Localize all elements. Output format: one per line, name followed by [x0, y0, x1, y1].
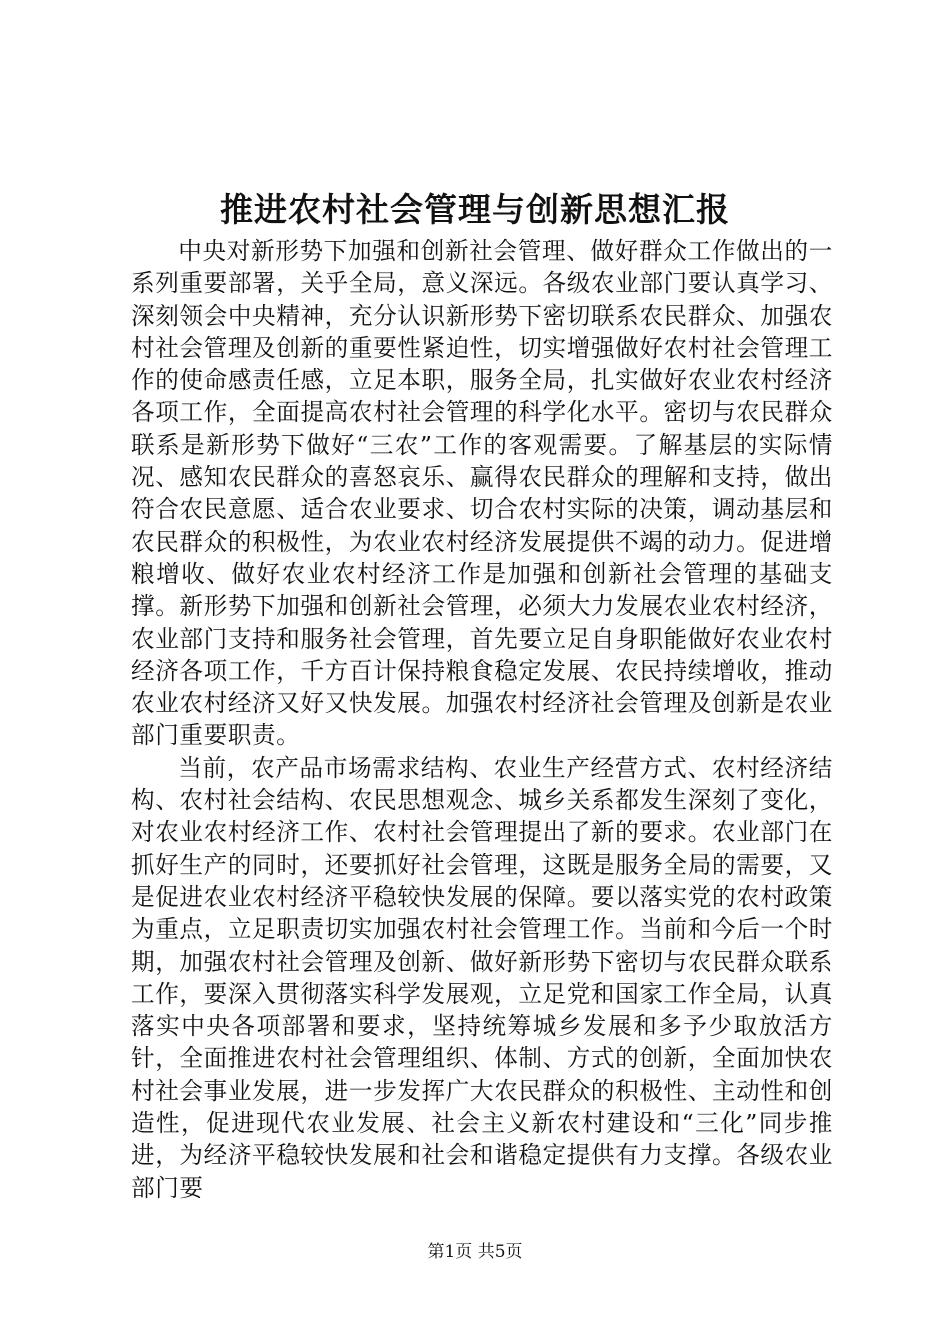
- page-number-footer: 第1页 共5页: [427, 1242, 523, 1262]
- document-body: [131, 235, 833, 1204]
- paragraph-2: 当前，农产品市场需求结构、农业生产经营方式、农村经济结构、农村社会结构、农民思想观念、城乡关系都发生深刻了变化，对农业农村经济工作、农村社会管理提出了新的要求。农业部门在抓好生产的同时，还要抓好社会管理，这既是服务全局的需要，又是促进农业农村经济平稳较快发展的保障。要以落实党的农村政策为重点，立足职责切实加强农村社会管理工作。当前和今后一个时期，加强农村社会管理及创新、做好新形势下密切与农民群众联系工作，要深入贯彻落实科学发展观，立足党和国家工作全局，认真落实中央各项部署和要求，坚持统筹城乡发展和多予少取放活方针，全面推进农村社会管理组织、体制、方式的创新，全面加快农村社会事业发展，进一步发挥广大农民群众的积极性、主动性和创造性，促进现代农业发展、社会主义新农村建设和“三化”同步推进，为经济平稳较快发展和社会和谐稳定提供有力支撑。各级农业部门要: [131, 753, 833, 1202]
- paragraph-1: 中央对新形势下加强和创新社会管理、做好群众工作做出的一系列重要部署，关乎全局，意义深远。各级农业部门要认真学习、深刻领会中央精神，充分认识新形势下密切联系农民群众、加强农村社会管理及创新的重要性紧迫性，切实增强做好农村社会管理工作的使命感责任感，立足本职，服务全局，扎实做好农业农村经济各项工作，全面提高农村社会管理的科学化水平。密切与农民群众联系是新形势下做好“三农”工作的客观需要。了解基层的实际情况、感知农民群众的喜怒哀乐、赢得农民群众的理解和支持，做出符合农民意愿、适合农业要求、切合农村实际的决策，调动基层和农民群众的积极性，为农业农村经济发展提供不竭的动力。促进增粮增收、做好农业农村经济工作是加强和创新社会管理的基础支撑。新形势下加强和创新社会管理，必须大力发展农业农村经济，农业部门支持和服务社会管理，首先要立足自身职能做好农业农村经济各项工作，千方百计保持粮食稳定发展、农民持续增收，推动农业农村经济又好又快发展。加强农村经济社会管理及创新是农业部门重要职责。: [131, 237, 833, 750]
- document-title: 推进农村社会管理与创新思想汇报: [220, 190, 730, 229]
